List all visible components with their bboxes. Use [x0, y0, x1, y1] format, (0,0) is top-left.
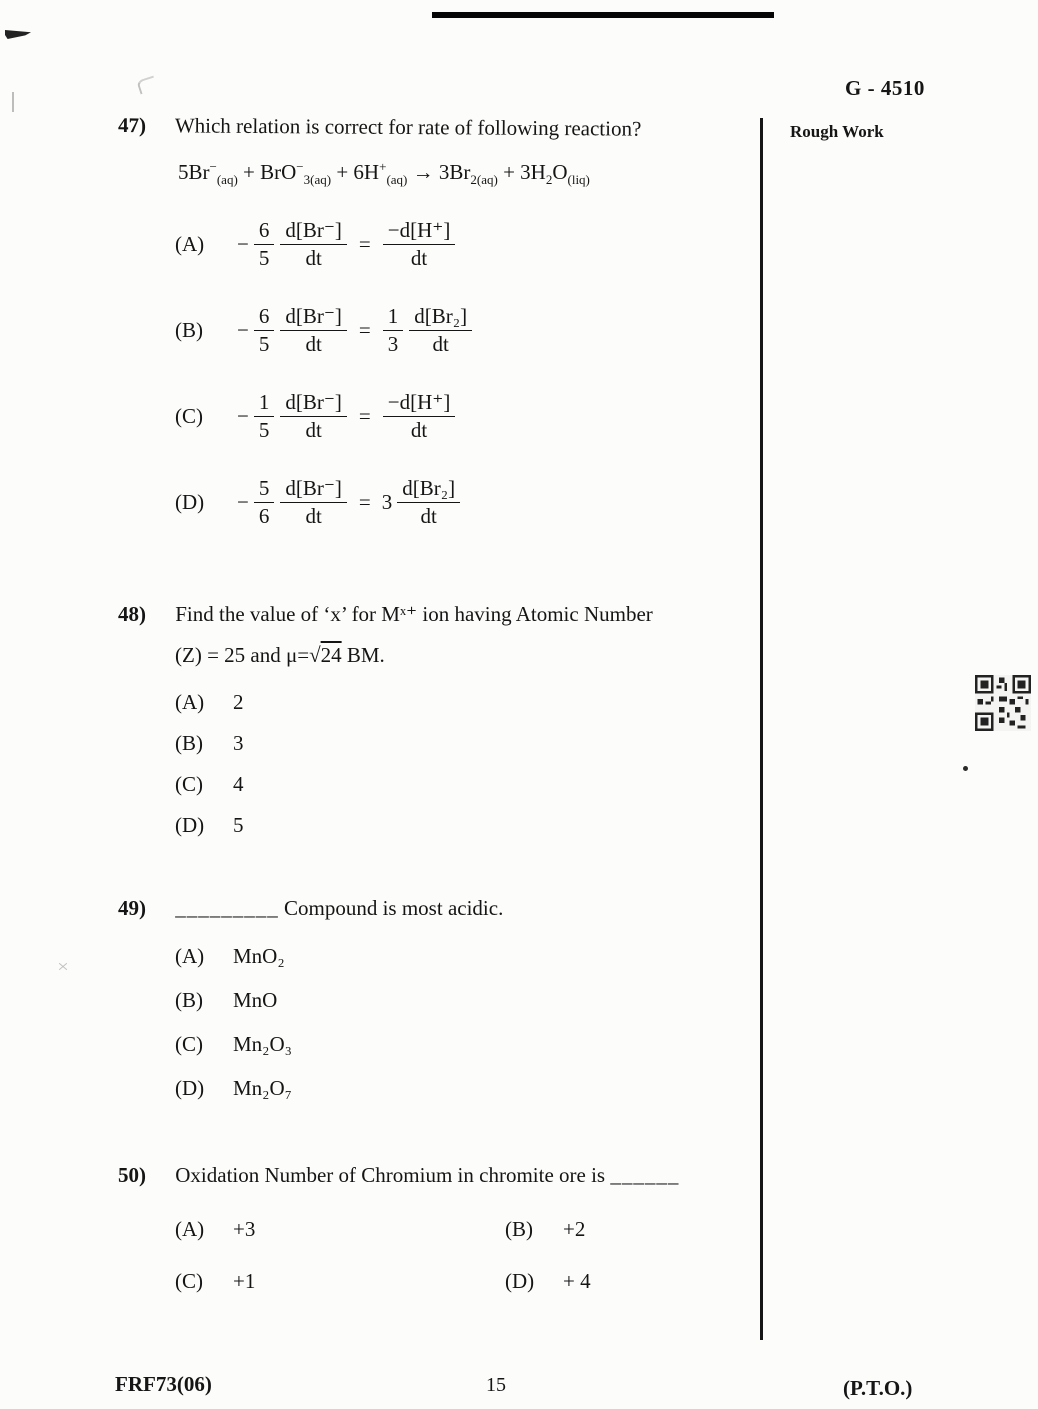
rhs-coefficient: 3 — [381, 490, 393, 515]
minus-sign: − — [237, 404, 249, 429]
q47-option-b — [175, 304, 762, 357]
option-value: 3 — [233, 731, 244, 756]
scan-artifact — [12, 92, 14, 112]
q50-option — [505, 1269, 785, 1293]
option-label: (A) — [175, 232, 205, 257]
option-label: (A) — [175, 1217, 205, 1242]
coefficient-fraction: $\frac{1}{5}$ — [254, 390, 275, 443]
q47-options — [118, 218, 762, 529]
q47-option-d — [175, 476, 762, 529]
question-number: 47) — [117, 113, 147, 138]
derivative-fraction: $\frac{\text{d[Br₂]}}{dt}$ — [397, 476, 460, 529]
question-text-line2: (Z) = 25 and μ=√24 BM. — [175, 643, 385, 668]
option-label: (A) — [175, 944, 205, 969]
option-label: (B) — [175, 731, 203, 756]
reaction-segment: 2(aq) — [470, 172, 498, 188]
reaction-segment: → 3Br — [407, 160, 471, 184]
page-number: 15 — [486, 1374, 506, 1396]
paper-code: G - 4510 — [845, 76, 925, 100]
reaction-segment: 3(aq) — [303, 172, 332, 188]
question-text: Find the value of ‘x’ for Mˣ⁺ ion having Atomic Number — [175, 602, 653, 627]
sqrt-expression: √24 — [309, 643, 342, 668]
question-text: Oxidation Number of Chromium in chromite ore is — [175, 1163, 606, 1188]
option-value: +3 — [233, 1217, 256, 1242]
equals-sign: = — [358, 232, 371, 257]
q48-option — [175, 690, 762, 714]
reaction-segment: + 6H — [331, 160, 380, 184]
answer-blank: _________ — [175, 896, 279, 921]
option-value: MnO₂ — [233, 944, 285, 969]
question-text: Compound is most acidic. — [284, 896, 504, 921]
option-label: (B) — [505, 1217, 533, 1242]
reaction-segment: − — [209, 159, 217, 174]
minus-sign: − — [237, 318, 249, 343]
question-48 — [118, 601, 762, 837]
q48-option — [175, 731, 762, 755]
reaction-segment: O — [552, 160, 568, 184]
option-label: (D) — [505, 1269, 535, 1294]
footer-pto: (P.T.O.) — [843, 1376, 913, 1400]
option-label: (B) — [175, 988, 203, 1013]
option-label: (D) — [175, 490, 205, 515]
equals-sign: = — [358, 490, 371, 515]
derivative-fraction: $\frac{-d[H^+]}{dt}$ — [383, 218, 456, 271]
scan-top-bar — [432, 12, 774, 18]
q49-option — [175, 1032, 762, 1056]
q48-options — [175, 690, 762, 837]
footer-form-code: FRF73(06) — [115, 1372, 212, 1396]
option-label: (B) — [175, 318, 203, 343]
minus-sign: − — [237, 232, 249, 257]
coefficient-fraction: $\frac{5}{6}$ — [254, 476, 275, 529]
option-label: (A) — [175, 690, 205, 715]
coefficient-fraction: $\frac{6}{5}$ — [254, 218, 275, 271]
option-value: 2 — [233, 690, 244, 715]
q50-option — [505, 1217, 785, 1241]
q47-option-c — [175, 390, 762, 443]
rough-work-label: Rough Work — [790, 122, 884, 141]
option-value: 5 — [233, 813, 244, 838]
option-value: Mn₂O₇ — [233, 1076, 292, 1101]
derivative-fraction: $\frac{d[Br^-]}{dt}$ — [280, 218, 347, 271]
scan-artifact — [58, 962, 68, 972]
reaction-segment: 5Br — [178, 160, 210, 184]
reaction-segment: (aq) — [386, 172, 408, 188]
reaction-segment: (aq) — [216, 172, 238, 188]
reaction-segment: − — [296, 159, 304, 174]
minus-sign: − — [237, 490, 249, 515]
q50-option — [175, 1217, 505, 1241]
question-number: 50) — [118, 1163, 146, 1188]
derivative-fraction: $\frac{\text{d[Br₂]}}{dt}$ — [409, 304, 472, 357]
qr-code-icon — [975, 675, 1031, 731]
derivative-fraction: $\frac{d[Br^-]}{dt}$ — [280, 476, 347, 529]
q49-options — [175, 944, 762, 1100]
option-value: + 4 — [563, 1269, 591, 1294]
question-number: 48) — [118, 602, 146, 627]
equals-sign: = — [358, 404, 371, 429]
option-label: (C) — [175, 772, 203, 797]
reaction-segment: + BrO — [237, 160, 297, 184]
coefficient-fraction: $\frac{1}{3}$ — [383, 304, 404, 357]
option-label: (C) — [175, 1032, 203, 1057]
reaction-segment: + — [379, 159, 387, 174]
option-value: Mn₂O₃ — [233, 1032, 292, 1057]
q49-option — [175, 988, 762, 1012]
equals-sign: = — [358, 318, 371, 343]
answer-blank: ______ — [610, 1163, 680, 1188]
derivative-fraction: $\frac{d[Br^-]}{dt}$ — [280, 304, 347, 357]
question-text: Which relation is correct for rate of following reaction? — [174, 113, 642, 141]
question-49 — [118, 895, 762, 1100]
question-50 — [118, 1162, 762, 1293]
scan-artifact — [963, 766, 968, 771]
q49-option — [175, 944, 762, 968]
scan-artifact — [5, 30, 31, 39]
q50-option — [175, 1269, 505, 1293]
option-label: (D) — [175, 813, 205, 838]
option-value: MnO — [233, 988, 278, 1013]
coefficient-fraction: $\frac{6}{5}$ — [254, 304, 275, 357]
option-value: 4 — [233, 772, 244, 797]
reaction-equation — [178, 159, 762, 188]
q48-option — [175, 813, 762, 837]
reaction-segment: + 3H — [497, 160, 546, 184]
question-number: 49) — [118, 896, 146, 921]
q49-option — [175, 1076, 762, 1100]
option-value: +2 — [563, 1217, 586, 1242]
option-value: +1 — [233, 1269, 256, 1294]
derivative-fraction: $\frac{d[Br^-]}{dt}$ — [280, 390, 347, 443]
option-label: (D) — [175, 1076, 205, 1101]
q47-option-a — [175, 218, 762, 271]
q50-options — [175, 1217, 762, 1293]
q48-option — [175, 772, 762, 796]
option-label: (C) — [175, 1269, 203, 1294]
reaction-segment: 2 — [545, 172, 553, 188]
question-47 — [118, 112, 762, 529]
scan-artifact — [136, 76, 157, 95]
option-label: (C) — [175, 404, 203, 429]
derivative-fraction: $\frac{-d[H^+]}{dt}$ — [383, 390, 456, 443]
reaction-segment: (liq) — [567, 172, 590, 188]
exam-page-content — [118, 112, 762, 1293]
